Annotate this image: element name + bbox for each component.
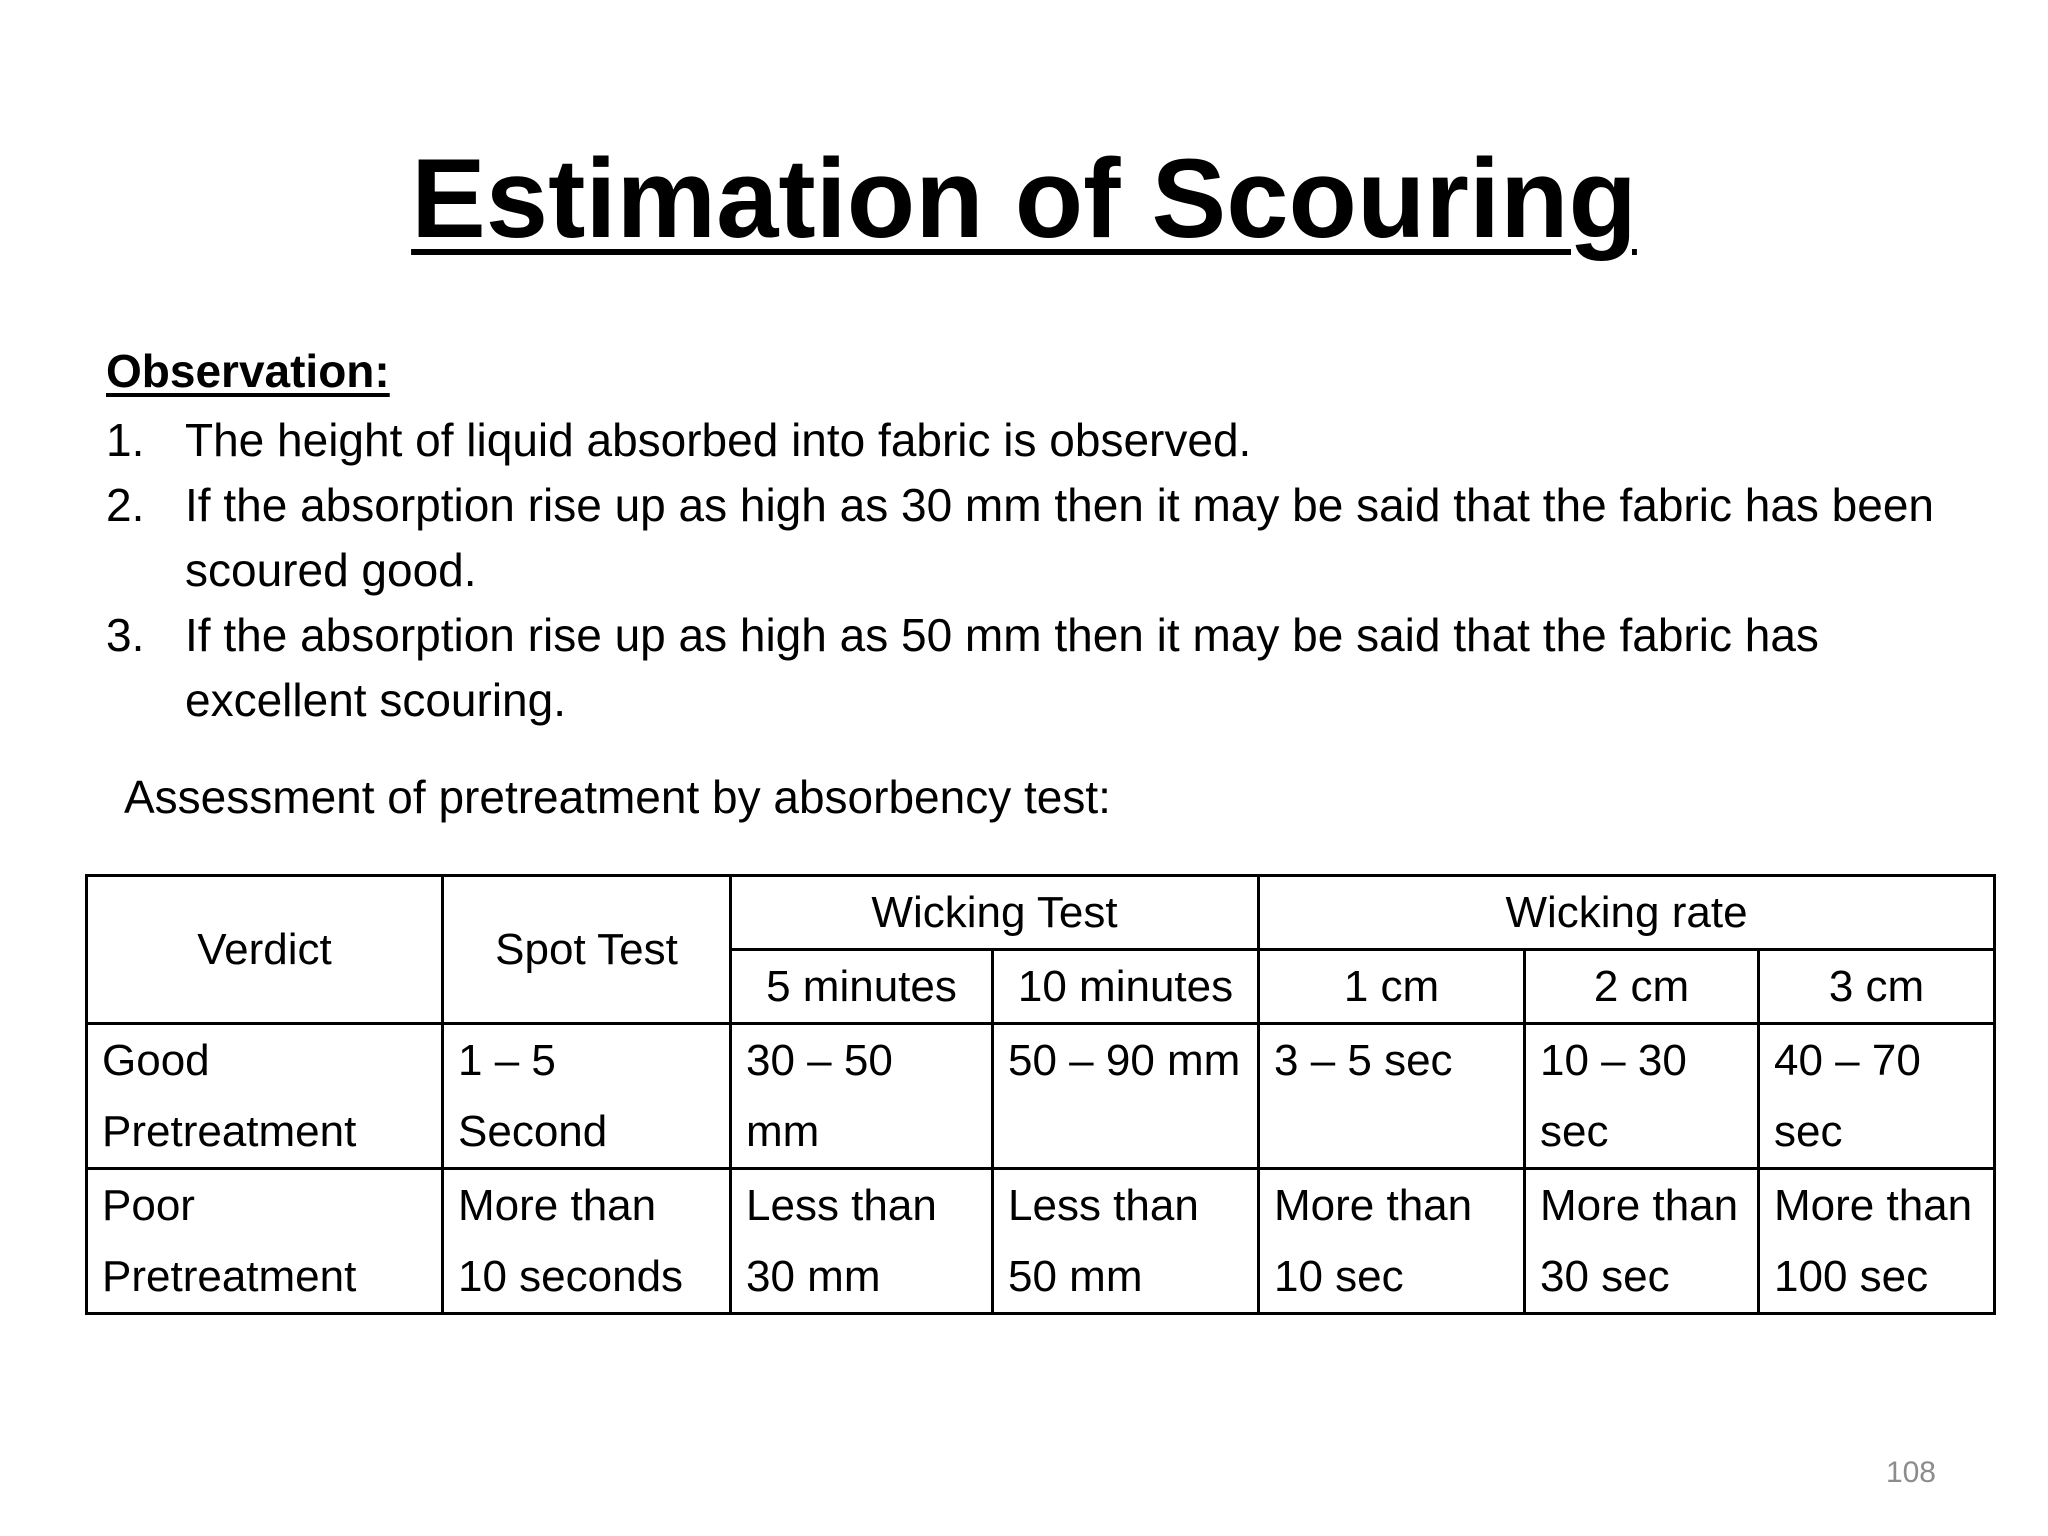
- observation-heading: Observation:: [106, 345, 390, 397]
- header-5-minutes: 5 minutes: [731, 950, 993, 1024]
- table-header-row: [87, 876, 1995, 950]
- observation-item: [106, 473, 1986, 603]
- table-row: [87, 1024, 1995, 1169]
- cell-wick-5min: Less than 30 mm: [731, 1169, 993, 1314]
- assessment-caption: Assessment of pretreatment by absorbency test:: [124, 771, 1111, 823]
- cell-rate-1cm: 3 – 5 sec: [1259, 1024, 1525, 1169]
- header-verdict: Verdict: [87, 876, 443, 1024]
- header-10-minutes: 10 minutes: [993, 950, 1259, 1024]
- header-3-cm: 3 cm: [1759, 950, 1995, 1024]
- header-wicking-rate: Wicking rate: [1259, 876, 1995, 950]
- slide-title-text: Estimation of Scouring: [411, 136, 1637, 261]
- observation-item-number: 1.: [106, 414, 145, 466]
- cell-verdict: Poor Pretreatment: [87, 1169, 443, 1314]
- observation-item-text: If the absorption rise up as high as 30 mm then it may be said that the fabric has been scoured good.: [185, 479, 1935, 596]
- cell-wick-5min: 30 – 50 mm: [731, 1024, 993, 1169]
- header-spot-test: Spot Test: [443, 876, 731, 1024]
- header-1-cm: 1 cm: [1259, 950, 1525, 1024]
- cell-spot-test: 1 – 5 Second: [443, 1024, 731, 1169]
- page-number: 108: [1885, 1456, 1936, 1489]
- cell-wick-10min: Less than 50 mm: [993, 1169, 1259, 1314]
- observation-item-text: The height of liquid absorbed into fabric is observed.: [185, 414, 1252, 466]
- header-2-cm: 2 cm: [1525, 950, 1759, 1024]
- cell-wick-10min: 50 – 90 mm: [993, 1024, 1259, 1169]
- cell-rate-3cm: 40 – 70 sec: [1759, 1024, 1995, 1169]
- observation-list: [106, 408, 1986, 733]
- cell-rate-2cm: More than 30 sec: [1525, 1169, 1759, 1314]
- cell-rate-2cm: 10 – 30 sec: [1525, 1024, 1759, 1169]
- cell-verdict: Good Pretreatment: [87, 1024, 443, 1169]
- observation-item-number: 2.: [106, 479, 145, 531]
- table-row: [87, 1169, 1995, 1314]
- absorbency-table: [85, 874, 1996, 1315]
- slide-title: [0, 132, 2048, 266]
- cell-spot-test: More than 10 seconds: [443, 1169, 731, 1314]
- header-wicking-test: Wicking Test: [731, 876, 1259, 950]
- cell-rate-3cm: More than 100 sec: [1759, 1169, 1995, 1314]
- observation-item: [106, 408, 1986, 473]
- cell-rate-1cm: More than 10 sec: [1259, 1169, 1525, 1314]
- observation-item-number: 3.: [106, 609, 145, 661]
- observation-item: [106, 603, 1986, 733]
- observation-item-text: If the absorption rise up as high as 50 mm then it may be said that the fabric has excellent scouring.: [185, 609, 1819, 726]
